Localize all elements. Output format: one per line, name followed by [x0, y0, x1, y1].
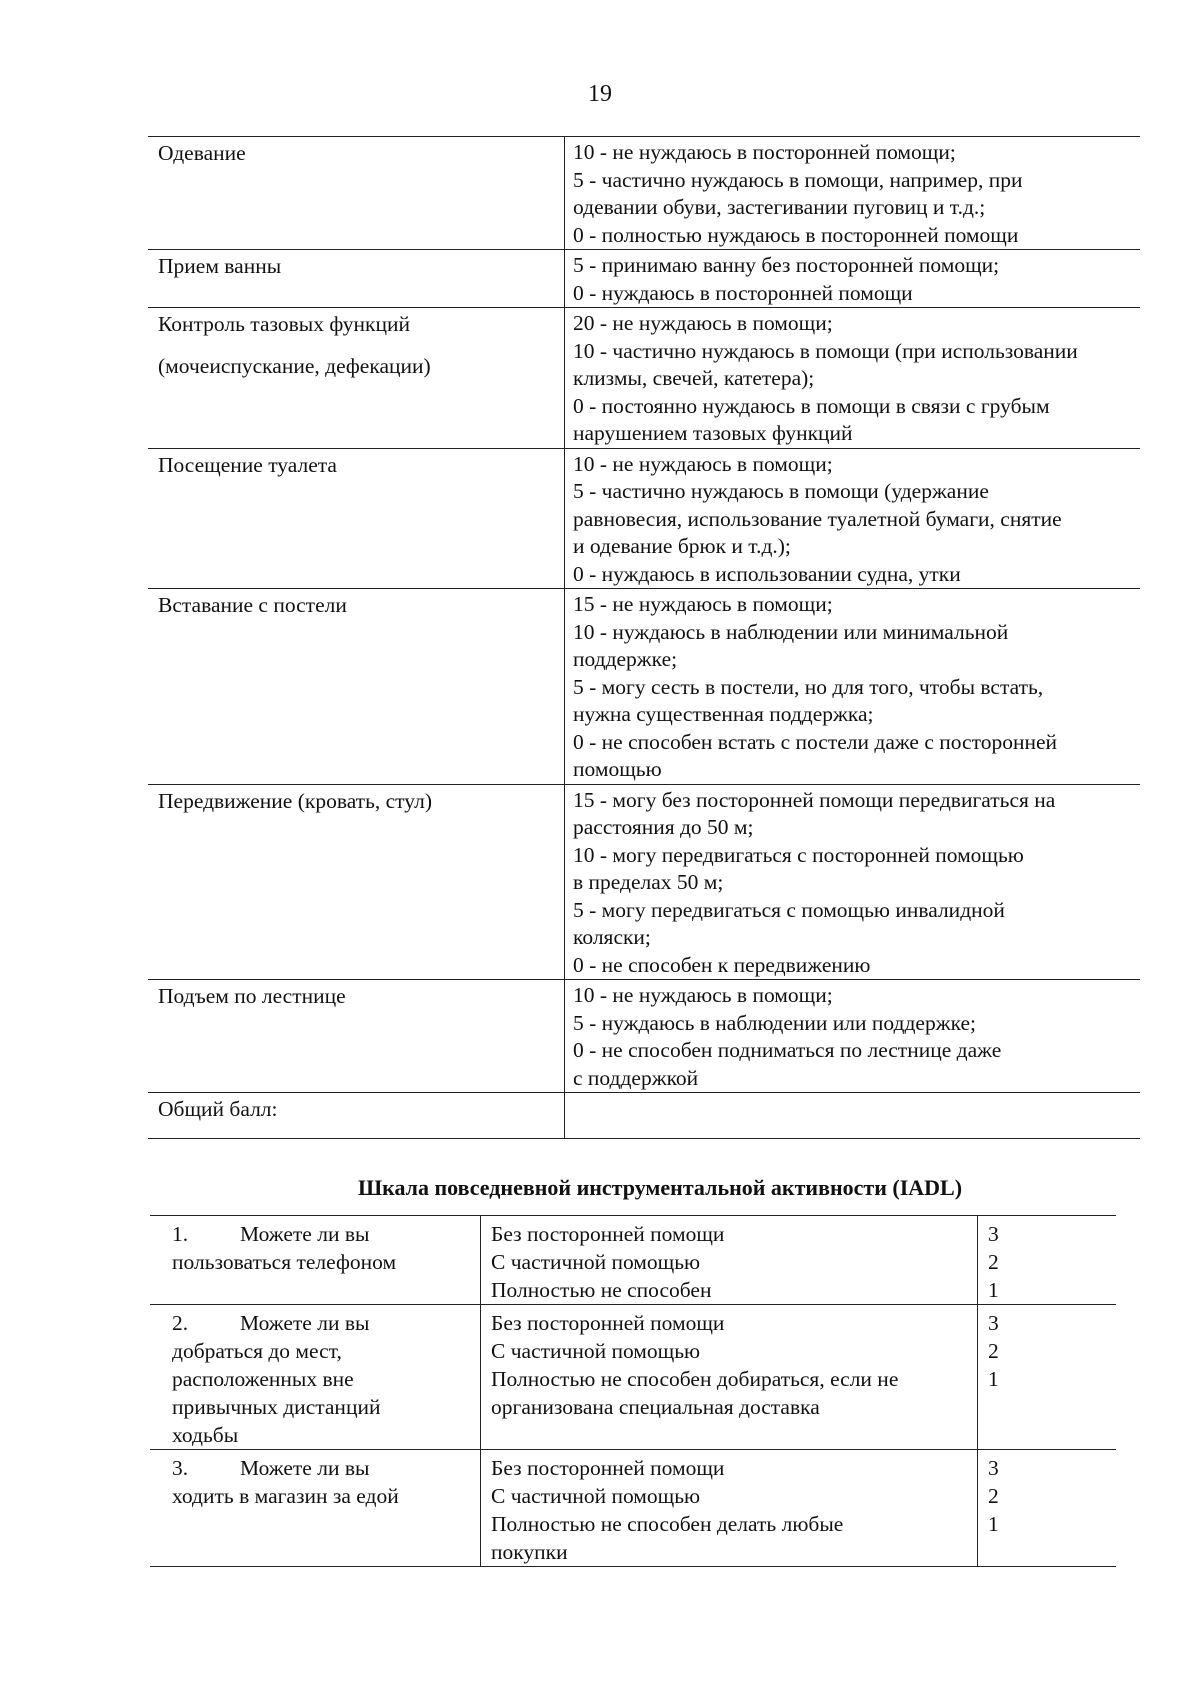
- score: 2: [988, 1250, 999, 1274]
- score: 3: [988, 1456, 999, 1480]
- answer-line: С частичной помощью: [491, 1484, 701, 1508]
- question-cell: [150, 1305, 481, 1450]
- answer-line: С частичной помощью: [491, 1339, 701, 1363]
- activity-cell: [148, 980, 565, 1093]
- option-line: 5 - могу передвигаться с помощью инвалидной: [573, 897, 1005, 922]
- activity-label: Посещение туалета: [158, 452, 337, 477]
- answer-line: Без посторонней помощи: [491, 1222, 725, 1246]
- score: 3: [988, 1222, 999, 1246]
- option-line: 5 - частично нуждаюсь в помощи, например, при: [573, 167, 1023, 192]
- option-line: 10 - нуждаюсь в наблюдении или минимальной: [573, 619, 1009, 644]
- option-line: и одевание брюк и т.д.);: [573, 534, 791, 558]
- question-line: привычных дистанций: [172, 1395, 381, 1419]
- options-cell: [565, 250, 1141, 308]
- table-row: [150, 1450, 1116, 1567]
- options-cell: [565, 308, 1141, 449]
- option-line: 0 - не способен к передвижению: [573, 952, 871, 977]
- table-row: [150, 1216, 1116, 1305]
- option-line: помощью: [573, 757, 662, 781]
- table-row: [150, 1305, 1116, 1450]
- option-line: 10 - не нуждаюсь в помощи;: [573, 983, 833, 1007]
- option-line: 10 - не нуждаюсь в посторонней помощи;: [573, 140, 956, 164]
- option-line: 10 - могу передвигаться с посторонней помощью: [573, 842, 1024, 867]
- answer-line: Полностью не способен добираться, если не: [491, 1367, 899, 1391]
- options-cell: [565, 589, 1141, 785]
- options-cell: [565, 137, 1141, 250]
- option-line: клизмы, свечей, катетера);: [573, 366, 815, 390]
- scores-cell: [978, 1305, 1117, 1450]
- option-line: поддержке;: [573, 647, 678, 671]
- option-line: с поддержкой: [573, 1065, 699, 1090]
- option-line: 0 - не способен встать с постели даже с посторонней: [573, 729, 1058, 754]
- activity-label: Вставание с постели: [158, 593, 347, 617]
- activity-cell: [148, 137, 565, 250]
- option-line: 5 - принимаю ванну без посторонней помощи;: [573, 253, 1000, 277]
- option-line: 0 - нуждаюсь в использовании судна, утки: [573, 561, 961, 586]
- option-line: 10 - не нуждаюсь в помощи;: [573, 451, 833, 476]
- answers-cell: [481, 1216, 978, 1305]
- option-line: 0 - постоянно нуждаюсь в помощи в связи с грубым: [573, 393, 1050, 418]
- option-line: расстояния до 50 м;: [573, 815, 754, 839]
- question-text: Можете ли вы: [240, 1222, 370, 1246]
- answer-line: Полностью не способен: [491, 1278, 712, 1302]
- score: 1: [988, 1278, 999, 1302]
- score: 1: [988, 1512, 999, 1536]
- question-line: [172, 1220, 474, 1248]
- table-row: [148, 308, 1140, 449]
- question-line: [172, 1309, 474, 1337]
- question-number: 3.: [172, 1456, 189, 1480]
- table-row: [148, 980, 1140, 1093]
- question-line: [172, 1454, 474, 1482]
- answer-line: покупки: [491, 1540, 568, 1564]
- question-line: добраться до мест,: [172, 1339, 342, 1363]
- activity-cell: [148, 250, 565, 308]
- score: 3: [988, 1311, 999, 1335]
- question-cell: [150, 1450, 481, 1567]
- activity-cell: [148, 308, 565, 449]
- option-line: 0 - не способен подниматься по лестнице даже: [573, 1038, 1002, 1062]
- option-line: 20 - не нуждаюсь в помощи;: [573, 311, 833, 335]
- question-number: 2.: [172, 1311, 189, 1335]
- option-line: 0 - полностью нуждаюсь в посторонней помощи: [573, 222, 1019, 247]
- total-label: Общий балл:: [158, 1097, 278, 1121]
- question-number: 1.: [172, 1222, 189, 1246]
- iadl-title: Шкала повседневной инструментальной активности (IADL): [357, 1175, 963, 1200]
- table-row: [148, 589, 1140, 785]
- option-line: одевании обуви, застегивании пуговиц и т.д.;: [573, 195, 986, 219]
- total-value-cell: [565, 1093, 1141, 1139]
- activity-label: (мочеиспускание, дефекации): [158, 353, 431, 378]
- question-text: Можете ли вы: [240, 1311, 370, 1335]
- score: 2: [988, 1339, 999, 1363]
- question-line: ходить в магазин за едой: [172, 1484, 399, 1508]
- page-number: 19: [588, 81, 612, 107]
- question-cell: [150, 1216, 481, 1305]
- option-line: 15 - не нуждаюсь в помощи;: [573, 592, 833, 616]
- options-cell: [565, 980, 1141, 1093]
- activity-label: Подъем по лестнице: [158, 984, 346, 1008]
- question-text: Можете ли вы: [240, 1456, 370, 1480]
- question-line: расположенных вне: [172, 1367, 354, 1391]
- options-cell: [565, 448, 1141, 589]
- option-line: 15 - могу без посторонней помощи передвигаться на: [573, 787, 1056, 812]
- answer-line: Без посторонней помощи: [491, 1456, 725, 1480]
- activity-cell: [148, 784, 565, 980]
- table-row: [148, 784, 1140, 980]
- activity-label: Прием ванны: [158, 254, 282, 278]
- answer-line: Полностью не способен делать любые: [491, 1512, 844, 1536]
- activity-label: Передвижение (кровать, стул): [158, 788, 432, 813]
- option-line: 5 - могу сесть в постели, но для того, чтобы встать,: [573, 674, 1044, 699]
- option-line: коляски;: [573, 925, 651, 949]
- answers-cell: [481, 1450, 978, 1567]
- scores-cell: [978, 1216, 1117, 1305]
- option-line: нужна существенная поддержка;: [573, 702, 874, 726]
- options-cell: [565, 784, 1141, 980]
- table-row: [148, 137, 1140, 250]
- answer-line: организована специальная доставка: [491, 1395, 820, 1419]
- table-row: [148, 250, 1140, 308]
- option-line: нарушением тазовых функций: [573, 421, 853, 445]
- option-line: в пределах 50 м;: [573, 870, 724, 894]
- question-line: ходьбы: [172, 1423, 239, 1447]
- scores-cell: [978, 1450, 1117, 1567]
- score: 2: [988, 1484, 999, 1508]
- option-line: 10 - частично нуждаюсь в помощи (при использовании: [573, 338, 1078, 363]
- iadl-scale-table: [150, 1215, 1116, 1567]
- option-line: равновесия, использование туалетной бумаги, снятие: [573, 506, 1062, 531]
- option-line: 0 - нуждаюсь в посторонней помощи: [573, 280, 913, 305]
- activity-label: Одевание: [158, 141, 246, 165]
- activity-cell: [148, 448, 565, 589]
- total-label-cell: [148, 1093, 565, 1139]
- barthel-scale-table: [148, 136, 1140, 1139]
- option-line: 5 - нуждаюсь в наблюдении или поддержке;: [573, 1010, 977, 1035]
- question-line: пользоваться телефоном: [172, 1250, 397, 1274]
- option-line: 5 - частично нуждаюсь в помощи (удержание: [573, 479, 989, 503]
- total-row: [148, 1093, 1140, 1139]
- table-row: [148, 448, 1140, 589]
- score: 1: [988, 1367, 999, 1391]
- answer-line: С частичной помощью: [491, 1250, 701, 1274]
- activity-cell: [148, 589, 565, 785]
- answers-cell: [481, 1305, 978, 1450]
- activity-label: Контроль тазовых функций: [158, 312, 410, 336]
- answer-line: Без посторонней помощи: [491, 1311, 725, 1335]
